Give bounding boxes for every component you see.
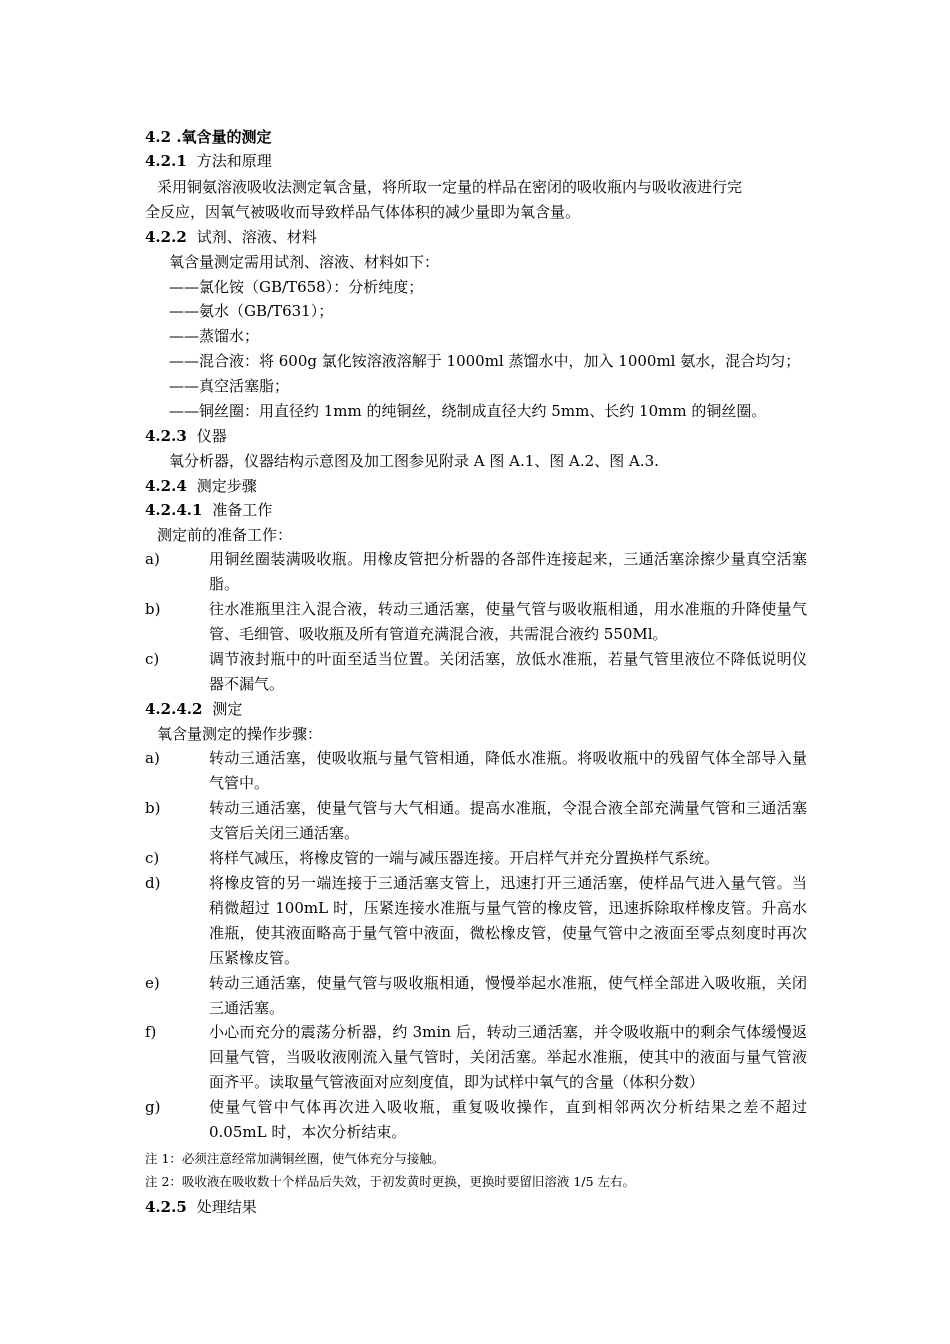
section-heading-4-2-4 [145,475,257,497]
section-title: 方法和原理 [196,152,272,170]
section-heading-4-2-4-2 [145,698,242,720]
section-title: 测定 [212,700,243,718]
list-item-text: 将橡皮管的另一端连接于三通活塞支管上，迅速打开三通活塞，使样品气进入量气管。当稍微超过 100mL 时，压紧连接水准瓶与量气管的橡皮管，迅速拆除取样橡皮管。升高水准瓶，使其液面略高于量气管中液面，微松橡皮管，使量气管中之液面至零点刻度时再次压紧橡皮管。 [209,874,807,967]
section-heading-4-2-2 [145,226,317,248]
section-number: 4.2.1 [145,152,187,170]
paragraph-line: 氧分析器，仪器结构示意图及加工图参见附录 A 图 A.1、图 A.2、图 A.3. [169,452,659,470]
list-item: ——氯化铵（GB/T658）：分析纯度； [169,278,424,296]
list-label: c) [145,849,160,867]
section-heading-4-2-4-1 [145,499,272,521]
paragraph-line: 氧含量测定需用试剂、溶液、材料如下： [169,253,440,271]
list-item: ——蒸馏水； [169,327,260,345]
section-number: 4.2.3 [145,427,187,445]
paragraph-line: 测定前的准备工作： [157,526,293,544]
section-number: 4.2.4.1 [145,501,203,519]
list-item-text: 小心而充分的震荡分析器，约 3min 后，转动三通活塞，并令吸收瓶中的剩余气体缓慢返回量气管，当吸收液刚流入量气管时，关闭活塞。举起水准瓶，使其中的液面与量气管液面齐平。读取量气管液面对应刻度值，即为试样中氧气的含量（体积分数） [209,1023,807,1091]
section-number: 4.2.4 [145,477,187,495]
list-item-text: 往水准瓶里注入混合液，转动三通活塞，使量气管与吸收瓶相通，用水准瓶的升降使量气管、毛细管、吸收瓶及所有管道充满混合液，共需混合液约 550Ml。 [209,600,807,643]
paragraph-line: 全反应，因氧气被吸收而导致样品气体体积的减少量即为氧含量。 [145,203,581,221]
list-item-text: 调节液封瓶中的叶面至适当位置。关闭活塞，放低水准瓶，若量气管里液位不降低说明仪器不漏气。 [209,650,807,693]
list-label: a) [145,749,160,767]
list-item-text: 将样气减压，将橡皮管的一端与减压器连接。开启样气并充分置换样气系统。 [209,849,720,867]
list-item-text: 转动三通活塞，使吸收瓶与量气管相通，降低水准瓶。将吸收瓶中的残留气体全部导入量气管中。 [209,749,807,792]
paragraph-line: 采用铜氨溶液吸收法测定氧含量，将所取一定量的样品在密闭的吸收瓶内与吸收液进行完 [157,178,743,196]
section-number: 4.2.2 [145,228,187,246]
list-label: b) [145,600,161,618]
section-title: 处理结果 [196,1198,257,1216]
list-label: e) [145,974,160,992]
list-item-text: 使量气管中气体再次进入吸收瓶，重复吸收操作，直到相邻两次分析结果之差不超过 0.05mL 时，本次分析结束。 [209,1098,807,1141]
list-label: g) [145,1098,161,1116]
section-heading-4-2: 4.2 .氧含量的测定 [145,128,272,146]
list-item-text: 转动三通活塞，使量气管与大气相通。提高水准瓶，令混合液全部充满量气管和三通活塞支管后关闭三通活塞。 [209,799,807,842]
section-title: 试剂、溶液、材料 [196,228,317,246]
note: 注 1：必须注意经常加满铜丝圈，使气体充分与接触。 [145,1151,445,1166]
list-label: d) [145,874,161,892]
section-heading-4-2-3 [145,425,227,447]
section-number: 4.2.4.2 [145,700,203,718]
section-heading-4-2-1 [145,150,272,172]
section-title: 仪器 [196,427,227,445]
list-item: ——真空活塞脂； [169,377,290,395]
section-number: 4.2.5 [145,1198,187,1216]
list-label: a) [145,550,160,568]
list-item-text: 用铜丝圈装满吸收瓶。用橡皮管把分析器的各部件连接起来，三通活塞涂擦少量真空活塞脂。 [209,550,807,593]
section-title: 测定步骤 [196,477,257,495]
list-label: c) [145,650,160,668]
list-item-text: 转动三通活塞，使量气管与吸收瓶相通，慢慢举起水准瓶，使气样全部进入吸收瓶，关闭三通活塞。 [209,974,807,1017]
list-item: ——铜丝圈：用直径约 1mm 的纯铜丝，绕制成直径大约 5mm、长约 10mm 的铜丝圈。 [169,402,767,420]
section-heading-4-2-5 [145,1196,257,1218]
section-title: 准备工作 [212,501,273,519]
paragraph-line: 氧含量测定的操作步骤： [157,725,323,743]
list-label: f) [145,1023,157,1041]
list-label: b) [145,799,161,817]
list-item: ——氨水（GB/T631）； [169,302,334,320]
list-item: ——混合液：将 600g 氯化铵溶液溶解于 1000ml 蒸馏水中，加入 1000ml 氨水，混合均匀； [169,352,801,370]
note: 注 2：吸收液在吸收数十个样品后失效，于初发黄时更换，更换时要留旧溶液 1/5 左右。 [145,1174,635,1189]
